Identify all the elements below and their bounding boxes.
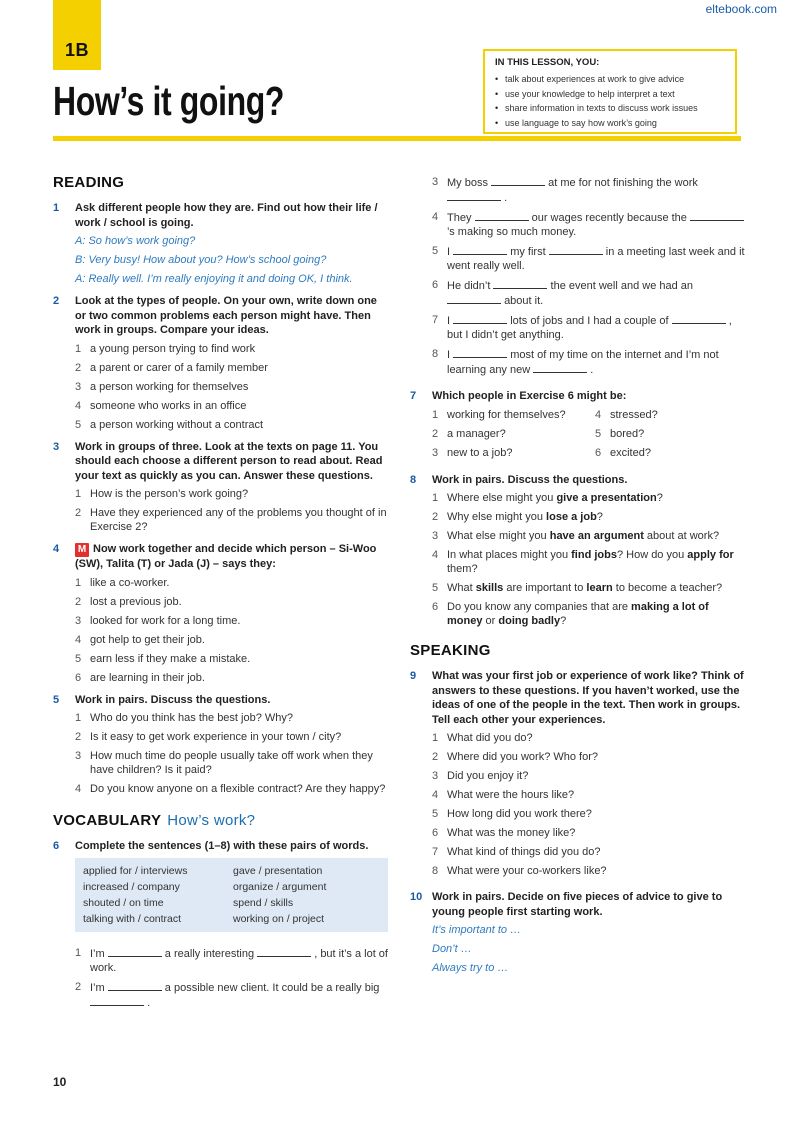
list-item: 1 What did you do? — [432, 732, 533, 744]
page-title: How’s it going? — [53, 78, 285, 124]
gap-sentence: 3 My boss at me for not finishing the work . — [432, 176, 698, 204]
title-underline — [53, 136, 741, 141]
word-pair: spend / skills — [233, 896, 294, 909]
lesson-objective: • use your knowledge to help interpret a text — [495, 87, 725, 102]
gap-sentence: 4 They our wages recently because the ’s making so much money. — [410, 210, 745, 239]
lesson-objectives-heading: IN THIS LESSON, YOU: — [495, 57, 600, 68]
exercise-instruction: Work in groups of three. Look at the texts on page 11. You should each choose a different person to read about. Read your text as quickly as you can. Answer these questions. — [75, 440, 383, 482]
lesson-objective: • share information in texts to discuss work issues — [495, 101, 725, 116]
site-link[interactable]: eltebook.com — [705, 2, 777, 16]
exercise-9 — [410, 669, 745, 878]
list-item: 4 someone who works in an office — [75, 399, 247, 412]
vocabulary-subheading: How’s work? — [167, 812, 256, 829]
list-item: 5 bored? — [595, 427, 645, 440]
word-pair: working on / project — [233, 912, 325, 925]
list-item: 2 Is it easy to get work experience in your town / city? — [75, 731, 342, 743]
gap-sentence: 1 I’m a really interesting , but it’s a lot of work. — [75, 946, 388, 974]
list-item: 6 What was the money like? — [432, 827, 576, 839]
list-item: 4 What were the hours like? — [432, 789, 575, 801]
exercise-1 — [53, 201, 388, 286]
answer-blank[interactable] — [491, 175, 545, 186]
exercise-2 — [53, 294, 388, 432]
list-item: 3 What else might you have an argument about at work? — [432, 530, 720, 542]
exercise-number: 6 — [53, 840, 60, 852]
word-pair: increased / company — [83, 880, 180, 893]
mediation-badge: M — [75, 543, 89, 557]
word-pair: gave / presentation — [233, 864, 323, 877]
vocabulary-heading: VOCABULARY How’s work? — [53, 812, 256, 829]
dialogue-line: B: Very busy! How about you? How’s school going? — [75, 254, 327, 266]
answer-blank[interactable] — [475, 210, 529, 221]
exercise-4 — [53, 542, 388, 685]
list-item: 1 like a co-worker. — [75, 576, 170, 589]
left-column — [53, 170, 388, 1018]
lesson-objective: • use language to say how work’s going — [495, 116, 725, 131]
exercise-3 — [53, 440, 388, 535]
exercise-instruction: Work in pairs. Discuss the questions. — [432, 473, 628, 486]
exercise-instruction: Ask different people how they are. Find out how their life / work / school is going. — [75, 202, 378, 229]
list-item: 5 What skills are important to learn to become a teacher? — [432, 582, 723, 594]
exercise-7 — [410, 389, 745, 465]
answer-blank[interactable] — [533, 362, 587, 373]
list-item: 6 excited? — [595, 446, 651, 459]
exercise-number: 4 — [53, 543, 60, 555]
exercise-number: 5 — [53, 693, 60, 706]
list-item: 1 How is the person’s work going? — [75, 488, 249, 500]
answer-blank[interactable] — [257, 946, 311, 957]
list-item: 4 got help to get their job. — [75, 633, 205, 646]
list-item: 1 a young person trying to find work — [75, 342, 256, 355]
exercise-number: 2 — [53, 295, 60, 307]
exercise-instruction: M Now work together and decide which person – Si-Woo (SW), Talita (T) or Jada (J) – says they: — [75, 543, 377, 570]
list-item: 2 lost a previous job. — [75, 595, 182, 608]
list-item: 2 a manager? — [432, 427, 506, 440]
list-item: 1 Where else might you give a presentation? — [432, 492, 663, 504]
answer-blank[interactable] — [672, 313, 726, 324]
advice-prompt: Don’t … — [432, 943, 472, 955]
list-item: 2 Where did you work? Who for? — [432, 751, 599, 763]
exercise-10 — [410, 890, 745, 975]
gap-sentence: 7 I lots of jobs and I had a couple of , but I didn’t get anything. — [432, 314, 732, 341]
exercise-instruction: What was your first job or experience of work like? Think of answers to these questions. If you haven’t worked, use the ideas of one of the people in the text. Then work in groups. Tell each other your experiences. — [432, 670, 744, 726]
exercise-instruction: Look at the types of people. On your own, write down one or two common problems each person might have. Then work in groups. Compare your ideas. — [75, 295, 377, 336]
gap-sentence: 8 I most of my time on the internet and I’m not learning any new . — [432, 348, 719, 376]
list-item: 2 Have they experienced any of the problems you thought of in Exercise 2? — [75, 507, 387, 533]
answer-blank[interactable] — [447, 293, 501, 304]
exercise-6 — [53, 839, 388, 1010]
exercise-instruction: Work in pairs. Decide on five pieces of advice to give to young people first starting work. — [432, 891, 723, 918]
dialogue-line: A: Really well. I’m really enjoying it and doing OK, I think. — [75, 273, 353, 285]
gap-sentence: 6 He didn’t the event well and we had an about it. — [432, 279, 694, 307]
exercise-number: 7 — [410, 390, 417, 402]
exercise-number: 10 — [410, 891, 423, 903]
answer-blank[interactable] — [549, 244, 603, 255]
list-item: 7 What kind of things did you do? — [432, 846, 601, 858]
word-pair: organize / argument — [233, 880, 327, 893]
list-item: 4 Do you know anyone on a flexible contract? Are they happy? — [75, 783, 386, 795]
answer-blank[interactable] — [493, 278, 547, 289]
list-item: 1 working for themselves? — [432, 408, 566, 421]
answer-blank[interactable] — [108, 980, 162, 991]
list-item: 4 In what places might you find jobs? How do you apply for them? — [432, 549, 734, 575]
lesson-objective: • talk about experiences at work to give advice — [495, 72, 725, 87]
list-item: 5 a person working without a contract — [75, 418, 264, 431]
list-item: 4 stressed? — [595, 408, 658, 421]
advice-prompt: It’s important to … — [432, 924, 522, 936]
answer-blank[interactable] — [108, 946, 162, 957]
list-item: 5 How long did you work there? — [432, 808, 592, 820]
list-item: 6 Do you know any companies that are making a lot of money or doing badly? — [432, 601, 709, 627]
speaking-heading: SPEAKING — [410, 642, 491, 659]
dialogue-line: A: So how’s work going? — [75, 235, 196, 247]
reading-heading: READING — [53, 174, 125, 191]
exercise-number: 9 — [410, 670, 417, 682]
answer-grid — [410, 408, 745, 465]
word-pair: shouted / on time — [83, 896, 164, 909]
answer-blank[interactable] — [453, 244, 507, 255]
answer-blank[interactable] — [90, 995, 144, 1006]
list-item: 2 a parent or carer of a family member — [75, 361, 268, 374]
exercise-number: 8 — [410, 473, 417, 486]
list-item: 1 Who do you think has the best job? Why? — [75, 712, 294, 724]
list-item: 5 earn less if they make a mistake. — [75, 652, 251, 665]
list-item: 2 Why else might you lose a job? — [432, 511, 603, 523]
gap-sentence: 5 I my first in a meeting last week and it went really well. — [432, 245, 745, 272]
exercise-instruction: Work in pairs. Discuss the questions. — [75, 693, 271, 706]
right-column — [410, 175, 745, 983]
exercise-instruction: Which people in Exercise 6 might be: — [432, 390, 627, 402]
unit-label: 1B — [64, 40, 89, 60]
list-item: 8 What were your co-workers like? — [432, 865, 607, 877]
exercise-8 — [410, 473, 745, 629]
page-number: 10 — [53, 1075, 67, 1089]
advice-prompt: Always try to … — [432, 962, 509, 974]
exercise-instruction: Complete the sentences (1–8) with these pairs of words. — [75, 840, 369, 852]
exercise-number: 1 — [53, 202, 60, 214]
exercise-5 — [53, 693, 388, 797]
answer-blank[interactable] — [453, 347, 507, 358]
list-item: 3 Did you enjoy it? — [432, 770, 529, 782]
list-item: 3 a person working for themselves — [75, 380, 249, 393]
word-pair: applied for / interviews — [83, 864, 188, 877]
gap-sentence: 2 I’m a possible new client. It could be a really big . — [75, 980, 380, 1009]
answer-blank[interactable] — [447, 190, 501, 201]
exercise-number: 3 — [53, 440, 60, 453]
list-item: 6 are learning in their job. — [75, 671, 205, 684]
list-item: 3 looked for work for a long time. — [75, 614, 241, 627]
lesson-objectives-list — [495, 72, 725, 130]
lesson-objectives-box — [483, 49, 737, 134]
answer-blank[interactable] — [453, 313, 507, 324]
answer-blank[interactable] — [690, 210, 744, 221]
word-pair: talking with / contract — [83, 912, 182, 925]
list-item: 3 How much time do people usually take off work when they have children? Is it paid? — [75, 750, 373, 776]
list-item: 3 new to a job? — [432, 446, 513, 459]
word-box — [75, 858, 388, 932]
